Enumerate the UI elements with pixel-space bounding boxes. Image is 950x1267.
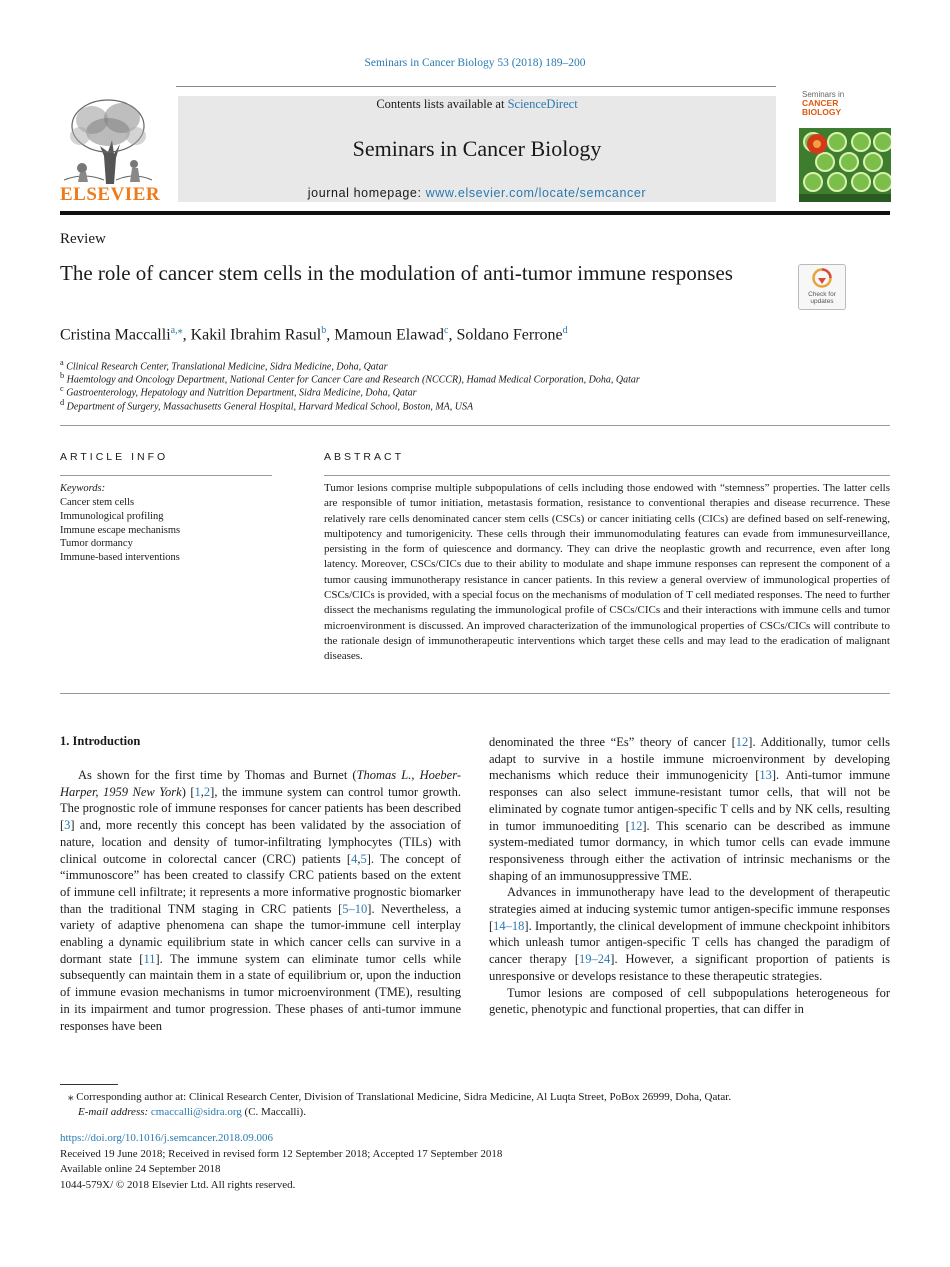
author-affiliation-ref[interactable]: d	[562, 325, 568, 336]
author-name[interactable]: Kakil Ibrahim Rasul	[190, 326, 322, 344]
abstract-divider	[60, 693, 890, 694]
citation-link[interactable]: 13	[759, 768, 772, 783]
citation-link[interactable]: 5	[360, 851, 367, 866]
paragraph: As shown for the first time by Thomas and Burnet (Thomas L., Hoeber-Harper, 1959 New York) [1,2], the immune system can control tumor growth. The prognostic role of immune responses for cancer patients has been described [3] and, more recently this concept has been validated by the association of nature, location and density of tumor-infiltrating lymphocytes (TILs) with clinical outcome in colorectal cancer (CRC) patients [4,5]. The concept of “immunoscore” has been created to classify CRC patients based on the extent of immune cell infiltrate; it represents a more informative prognostic biomarker than the traditional TNM staging in CRC patients [5–10]. Nevertheless, a variety of adaptive phenomena can shape the tumor-immune cell interplay enabling a dynamic equilibrium state in which cancer cells can survive in a dormant state [11]. The immune system can eliminate tumor cells while subsequently can maintain them in a state of equilibrium or, upon the induction of immune evasion mechanisms in tumor microenvironment (TME), resulting in its impairment and tumor progression. These phases of anti-tumor immune responses have been	[60, 768, 462, 1033]
article-type: Review	[60, 231, 106, 247]
author-affiliation-ref[interactable]: a,⁎	[170, 325, 183, 336]
citation-link[interactable]: 2	[203, 784, 211, 799]
author-name[interactable]: Cristina Maccalli	[60, 326, 171, 344]
author-affiliation-ref[interactable]: c	[443, 325, 449, 336]
email-line	[60, 1105, 890, 1120]
affiliation	[60, 398, 473, 412]
contents-line	[178, 97, 776, 112]
affiliation-key: d	[60, 398, 65, 407]
header-divider	[176, 86, 776, 87]
footnote-rule	[60, 1084, 118, 1085]
affiliation-text: Department of Surgery, Massachusetts General Hospital, Harvard Medical School, Boston, MA, USA	[66, 401, 474, 413]
corresponding-author-footnote	[60, 1090, 890, 1120]
homepage-line	[178, 186, 776, 200]
citation-link[interactable]: 11	[143, 951, 156, 966]
author-list: Cristina Maccalli$^{a,⁎}$, Kakil Ibrahim Rasul$^b$, Mamoun Elawad$^c$, Soldano Ferrone$^d$	[60, 325, 568, 344]
homepage-link[interactable]: www.elsevier.com/locate/semcancer	[425, 186, 647, 200]
check-for-updates-button[interactable]	[798, 264, 846, 310]
sciencedirect-link[interactable]: ScienceDirect	[507, 97, 578, 111]
keyword-item: Immune-based interventions	[60, 552, 180, 563]
doi-link[interactable]: https://doi.org/10.1016/j.semcancer.2018.09.006	[60, 1132, 274, 1144]
received-dates: Received 19 June 2018; Received in revised form 12 September 2018; Accepted 17 September 2018	[60, 1147, 503, 1160]
keyword-item: Immunological profiling	[60, 511, 164, 522]
article-title: The role of cancer stem cells in the modulation of anti-tumor immune responses	[60, 261, 733, 285]
citation-link[interactable]: 19–24	[579, 952, 611, 967]
affiliation-divider	[60, 425, 890, 426]
affiliation	[60, 384, 417, 398]
article-info-heading: ARTICLE INFO	[60, 451, 169, 463]
author-name[interactable]: Soldano Ferrone	[456, 326, 563, 344]
cover-text-cancer-biology	[802, 99, 841, 117]
citation-link[interactable]: 14–18	[493, 918, 525, 933]
abstract-text: Tumor lesions comprise multiple subpopulations of cells including those endowed with “stemness” properties. The latter cells are responsible of tumor initiation, metastasis formation, resistance to conventional therapies and disease recurrence. These relatively rare cells denominated cancer stem cells (CSCs) or cancer initiating cells (CICs) are defined based on self-renewing, multipotency and tumorigenicity. These cells through their immunomodulating features can evade from immunesurveillance, persisting in the form of quiescence and dormancy. They can drive the neoplastic growth and recurrence, even after long latency. Moreover, CSCs/CICs due to their ability to modulate and shape immune responses can represent the component of a tumor causing immunotherapy resistance in cancer patients. In this review a general overview of immunological properties of CSCs/CICs is provided, with a special focus on the mechanisms of modulation of T cell mediated responses. The need to further dissect the mechanisms regulating the immunological profile of CSCs/CICs and their interactions with immune cells and tumor microenvironment is discussed. An improved characterization of the immunological properties of CSCs/CICs will contribute to the rationale design of immunotherapeutic interventions which target these cells and may lead to the eradication of malignant diseases.	[324, 482, 890, 663]
cover-cell-graphic	[799, 128, 891, 202]
article-metadata	[60, 1131, 502, 1193]
journal-cover-image[interactable]	[799, 88, 891, 202]
cover-text-seminars: Seminars in	[802, 90, 845, 99]
citation-link[interactable]: 5–10	[342, 901, 368, 916]
paragraph: denominated the three “Es” theory of cancer [12]. Additionally, tumor cells adapt to survive in a hostile immune microenvironment by developing mechanisms which reduce their immunogenicity [13]. Anti-tumor immune responses can also select immune-resistant tumor cells, that will not be eliminated by cognate tumor antigen-specific T cells and by NK cells, resulting in tumor immunoediting [12]. This scenario can be described as immune system-mediated tumor dormancy, in which tumor cells can evade immune responsiveness through either the activation of intrinsic mechanisms or the shaping of an immunosuppressive TME.	[489, 735, 890, 883]
body-left-column	[60, 767, 461, 1034]
affiliation-key: b	[60, 371, 65, 380]
abstract-heading: ABSTRACT	[324, 451, 405, 463]
paragraph: Tumor lesions are composed of cell subpopulations heterogeneous for genetic, phenotypic and functional properties, that can differ in	[489, 985, 890, 1017]
citation-link[interactable]: 4	[351, 851, 358, 866]
author-affiliation-ref[interactable]: b	[321, 325, 327, 336]
header-thick-rule	[60, 211, 890, 215]
citation-link[interactable]: 1	[194, 784, 201, 799]
keyword-item: Immune escape mechanisms	[60, 525, 181, 536]
keywords-label: Keywords:	[60, 483, 106, 494]
cover-text-biology: BIOLOGY	[802, 107, 842, 117]
affiliation-key: a	[60, 358, 64, 367]
author-name[interactable]: Mamoun Elawad	[334, 326, 444, 344]
keyword-item: Cancer stem cells	[60, 497, 135, 508]
copyright-notice: 1044-579X/ © 2018 Elsevier Ltd. All rights reserved.	[60, 1178, 296, 1191]
keyword-item: Tumor dormancy	[60, 538, 133, 549]
running-citation[interactable]: Seminars in Cancer Biology 53 (2018) 189–200	[364, 57, 586, 69]
corresponding-author-text: ⁎ Corresponding author at: Clinical Research Center, Division of Translational Medicine, Sidra Medicine, Al Luqta Street, PoBox 26999, Doha, Qatar.	[68, 1091, 732, 1103]
check-updates-label: Check for updates	[808, 291, 836, 305]
cover-text-cancer: CANCER	[802, 98, 839, 108]
journal-title: Seminars in Cancer Biology	[352, 136, 602, 161]
email-suffix: (C. Maccalli).	[241, 1106, 306, 1118]
affiliation-text: Haemtology and Oncology Department, National Center for Cancer Care and Research (NCCCR), Hamad Medical Corporation, Doha, Qatar	[66, 374, 640, 386]
section-heading-introduction: 1. Introduction	[60, 734, 141, 748]
available-online: Available online 24 September 2018	[60, 1163, 221, 1175]
check-updates-icon	[812, 268, 832, 290]
email-link[interactable]: cmaccalli@sidra.org	[150, 1106, 242, 1118]
affiliation-key: c	[60, 384, 64, 393]
article-info-rule	[60, 475, 272, 476]
homepage-prefix: journal homepage:	[307, 186, 426, 200]
affiliation-text: Clinical Research Center, Translational Medicine, Sidra Medicine, Doha, Qatar	[66, 361, 388, 373]
contents-prefix: Contents lists available at	[376, 97, 508, 111]
citation-link[interactable]: 3	[64, 818, 71, 833]
paragraph: Advances in immunotherapy have lead to the development of therapeutic strategies aimed at inducing systemic tumor antigen-specific immune responses [14–18]. Importantly, the clinical development of immune checkpoint inhibitors which unleash tumor antigen-specific T cells has changed the paradigm of cancer therapy [19–24]. However, a significant proportion of patients is unresponsive or develops resistance to these therapeutic strategies.	[489, 885, 890, 983]
affiliation-text: Gastroenterology, Hepatology and Nutrition Department, Sidra Medicine, Doha, Qatar	[66, 387, 417, 399]
citation-link[interactable]: 12	[629, 818, 643, 833]
email-label: E-mail address:	[78, 1106, 151, 1118]
elsevier-wordmark: ELSEVIER	[60, 184, 161, 205]
citation-link[interactable]: 12	[735, 735, 749, 749]
body-right-column	[489, 734, 890, 1018]
abstract-rule	[324, 475, 890, 476]
